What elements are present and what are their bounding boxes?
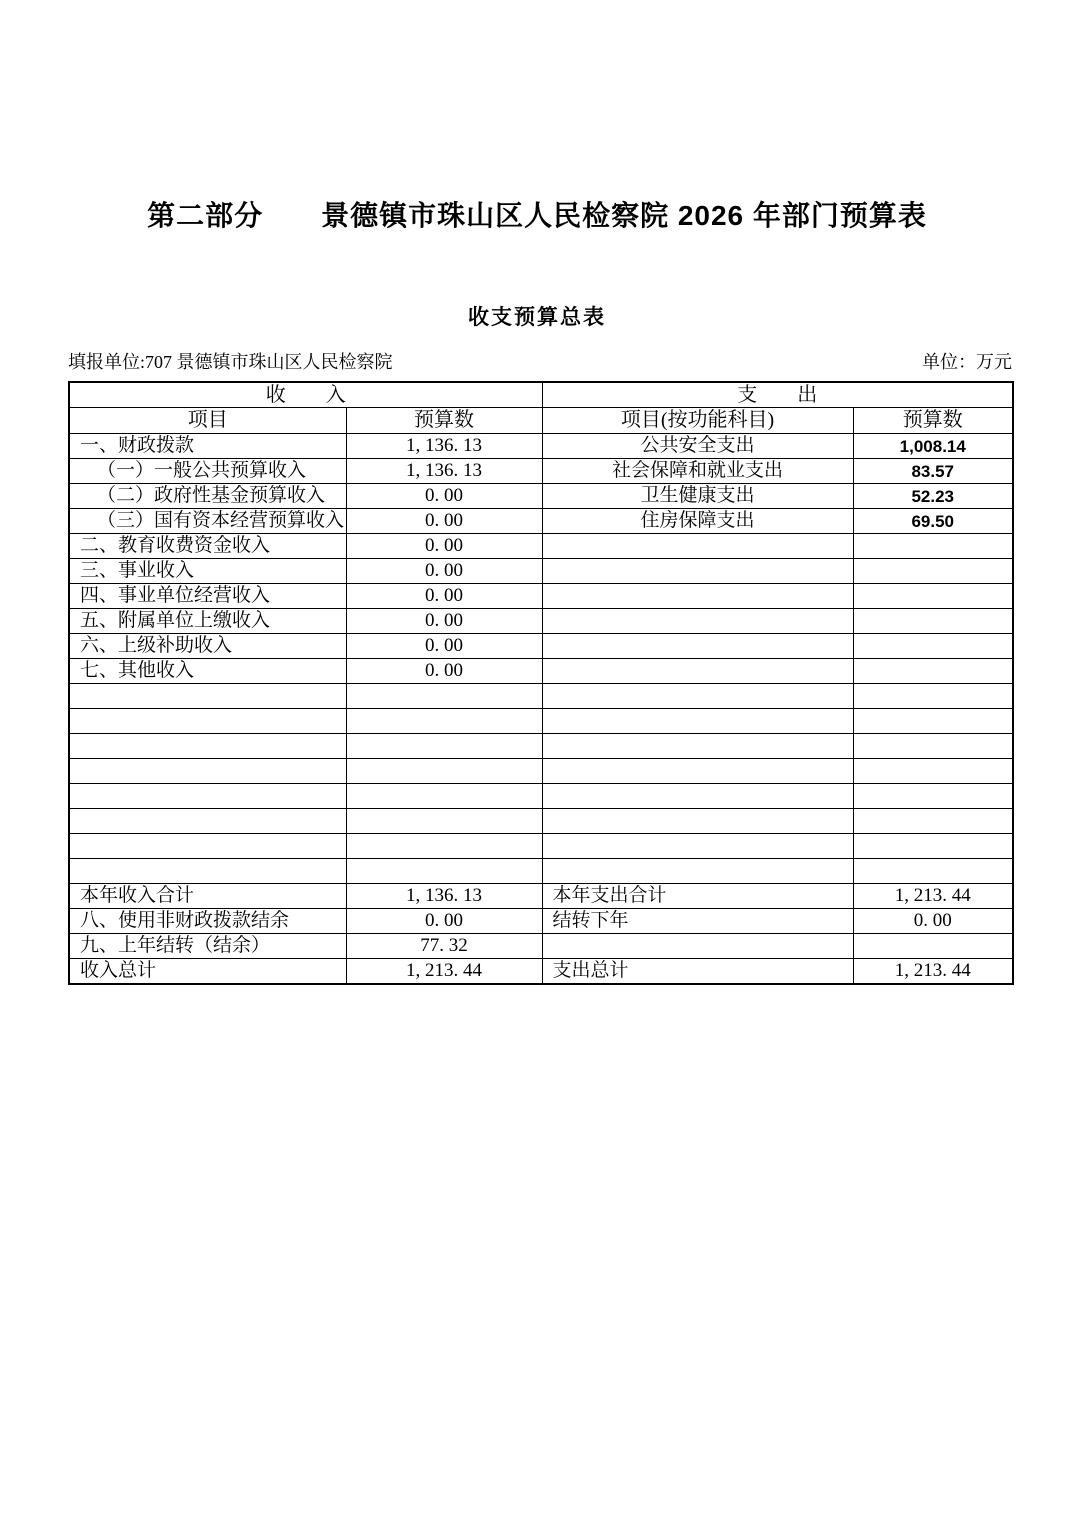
income-section-header: 收 入 [69, 382, 542, 408]
table-row [69, 534, 1013, 559]
income-item-cell [69, 734, 346, 759]
table-row [69, 784, 1013, 809]
income-value-cell: 0. 00 [346, 584, 542, 609]
expense-item-cell [542, 709, 853, 734]
income-item-cell [69, 859, 346, 884]
income-item-cell [69, 709, 346, 734]
expense-item-cell [542, 934, 853, 959]
expense-value-cell [853, 784, 1013, 809]
expense-item-cell [542, 809, 853, 834]
table-title: 收支预算总表 [468, 305, 606, 330]
table-row [69, 709, 1013, 734]
income-item-cell: 九、上年结转（结余） [69, 934, 346, 959]
income-item-cell [69, 759, 346, 784]
income-value-cell: 1, 136. 13 [346, 434, 542, 459]
income-value-cell [346, 684, 542, 709]
income-value-cell: 0. 00 [346, 559, 542, 584]
expense-section-header: 支 出 [542, 382, 1013, 408]
income-value-cell: 0. 00 [346, 484, 542, 509]
page-title: 第二部分 景德镇市珠山区人民检察院 2026 年部门预算表 [147, 200, 927, 231]
expense-value-cell [853, 834, 1013, 859]
expense-value-cell [853, 559, 1013, 584]
table-row [69, 809, 1013, 834]
income-value-cell: 1, 213. 44 [346, 959, 542, 984]
reporting-unit-label: 填报单位:707 景德镇市珠山区人民检察院 [68, 352, 393, 373]
expense-value-cell: 1,008.14 [853, 434, 1013, 459]
expense-item-cell [542, 684, 853, 709]
income-item-cell: 一、财政拨款 [69, 434, 346, 459]
expense-item-cell [542, 584, 853, 609]
unit-label: 单位：万元 [922, 352, 1012, 373]
income-value-cell: 1, 136. 13 [346, 884, 542, 909]
table-row [69, 834, 1013, 859]
expense-item-cell: 住房保障支出 [542, 509, 853, 534]
table-row [69, 659, 1013, 684]
income-item-cell: （一）一般公共预算收入 [69, 459, 346, 484]
income-value-cell [346, 759, 542, 784]
budget-summary-table [68, 381, 1014, 985]
col-header-income-budget: 预算数 [346, 408, 542, 434]
table-row [69, 734, 1013, 759]
expense-value-cell: 1, 213. 44 [853, 884, 1013, 909]
income-item-cell: 二、教育收费资金收入 [69, 534, 346, 559]
expense-value-cell [853, 709, 1013, 734]
column-header-row [69, 408, 1013, 434]
expense-value-cell [853, 684, 1013, 709]
income-item-cell: 五、附属单位上缴收入 [69, 609, 346, 634]
income-value-cell [346, 859, 542, 884]
expense-item-cell [542, 609, 853, 634]
expense-item-cell: 公共安全支出 [542, 434, 853, 459]
table-row [69, 634, 1013, 659]
table-row [69, 959, 1013, 984]
expense-value-cell: 52.23 [853, 484, 1013, 509]
income-item-cell: 四、事业单位经营收入 [69, 584, 346, 609]
expense-item-cell [542, 634, 853, 659]
income-value-cell: 0. 00 [346, 634, 542, 659]
income-item-cell: （三）国有资本经营预算收入 [69, 509, 346, 534]
expense-item-cell: 卫生健康支出 [542, 484, 853, 509]
income-value-cell: 0. 00 [346, 534, 542, 559]
col-header-income-item: 项目 [69, 408, 346, 434]
table-row [69, 859, 1013, 884]
expense-value-cell [853, 734, 1013, 759]
income-value-cell: 1, 136. 13 [346, 459, 542, 484]
meta-row [68, 352, 1012, 374]
table-row [69, 909, 1013, 934]
table-row [69, 609, 1013, 634]
expense-item-cell: 结转下年 [542, 909, 853, 934]
expense-item-cell: 本年支出合计 [542, 884, 853, 909]
income-item-cell: 六、上级补助收入 [69, 634, 346, 659]
expense-item-cell: 支出总计 [542, 959, 853, 984]
table-row [69, 934, 1013, 959]
income-value-cell: 77. 32 [346, 934, 542, 959]
income-item-cell: 八、使用非财政拨款结余 [69, 909, 346, 934]
table-row [69, 584, 1013, 609]
expense-value-cell: 1, 213. 44 [853, 959, 1013, 984]
expense-value-cell [853, 934, 1013, 959]
income-value-cell [346, 734, 542, 759]
col-header-expense-item: 项目(按功能科目) [542, 408, 853, 434]
expense-value-cell [853, 609, 1013, 634]
table-row [69, 484, 1013, 509]
expense-value-cell [853, 859, 1013, 884]
expense-item-cell [542, 734, 853, 759]
income-item-cell [69, 684, 346, 709]
expense-value-cell [853, 634, 1013, 659]
table-row [69, 684, 1013, 709]
table-row [69, 509, 1013, 534]
expense-value-cell: 0. 00 [853, 909, 1013, 934]
expense-value-cell [853, 809, 1013, 834]
col-header-expense-budget: 预算数 [853, 408, 1013, 434]
income-value-cell: 0. 00 [346, 659, 542, 684]
expense-value-cell: 83.57 [853, 459, 1013, 484]
income-value-cell: 0. 00 [346, 609, 542, 634]
table-row [69, 759, 1013, 784]
income-item-cell: （二）政府性基金预算收入 [69, 484, 346, 509]
income-value-cell [346, 709, 542, 734]
income-item-cell: 三、事业收入 [69, 559, 346, 584]
income-value-cell [346, 834, 542, 859]
income-value-cell: 0. 00 [346, 509, 542, 534]
expense-value-cell [853, 759, 1013, 784]
income-item-cell [69, 809, 346, 834]
section-header-row [69, 382, 1013, 408]
income-value-cell: 0. 00 [346, 909, 542, 934]
expense-value-cell [853, 534, 1013, 559]
income-item-cell [69, 834, 346, 859]
expense-item-cell [542, 559, 853, 584]
expense-value-cell [853, 584, 1013, 609]
expense-item-cell [542, 834, 853, 859]
expense-value-cell [853, 659, 1013, 684]
income-item-cell [69, 784, 346, 809]
income-item-cell: 本年收入合计 [69, 884, 346, 909]
expense-item-cell: 社会保障和就业支出 [542, 459, 853, 484]
table-row [69, 459, 1013, 484]
income-item-cell: 收入总计 [69, 959, 346, 984]
expense-item-cell [542, 759, 853, 784]
expense-item-cell [542, 859, 853, 884]
table-row [69, 884, 1013, 909]
income-value-cell [346, 784, 542, 809]
expense-item-cell [542, 659, 853, 684]
income-item-cell: 七、其他收入 [69, 659, 346, 684]
table-row [69, 434, 1013, 459]
table-row [69, 559, 1013, 584]
expense-item-cell [542, 784, 853, 809]
income-value-cell [346, 809, 542, 834]
expense-item-cell [542, 534, 853, 559]
expense-value-cell: 69.50 [853, 509, 1013, 534]
